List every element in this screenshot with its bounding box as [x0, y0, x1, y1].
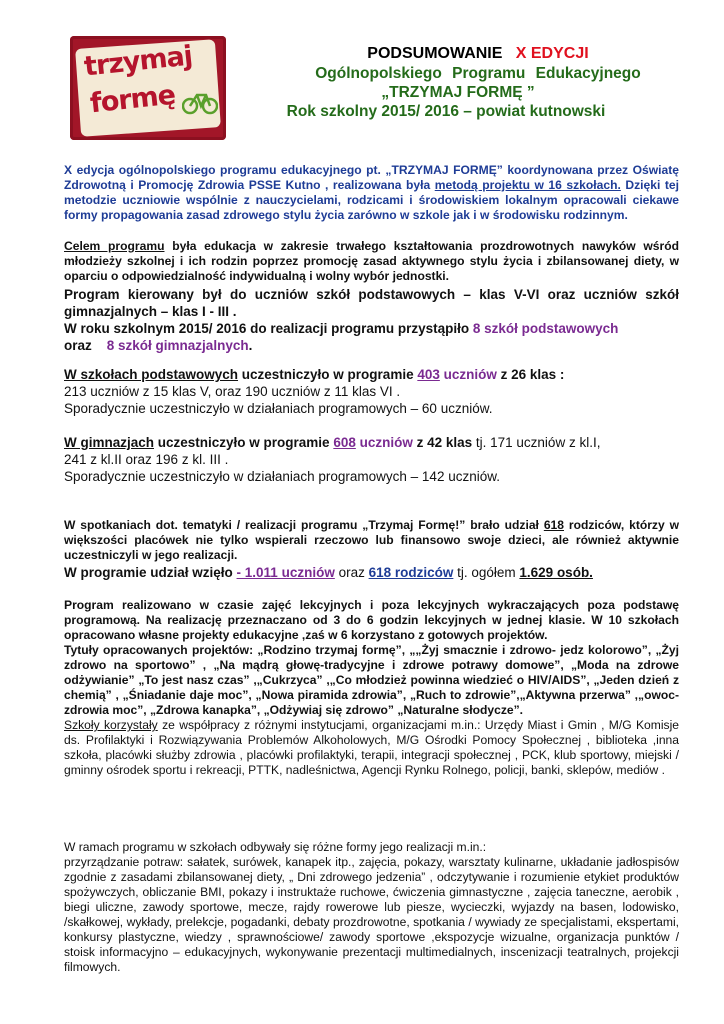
primary-students-word: uczniów: [439, 367, 497, 382]
middle-breakdown-2: 241 z kl.II oraz 196 z kl. III .: [64, 452, 229, 467]
parents-paragraph: [64, 518, 679, 563]
middle-schools-paragraph: [64, 434, 679, 485]
middle-label: W gimnazjach: [64, 435, 155, 450]
header-title: [238, 44, 718, 64]
forms-list: przyrządzanie potraw: sałatek, surówek, kanapek itp., zajęcia, pokazy, warsztaty kulinarne, układanie jadłospisów zgodnie z zasadami zbilansowanej diety, „ Dni zdrowego jedzenia” , odczytywanie i rozumienie etykiet produktów spożywczych, obliczanie BMI, pokazy i instruktaże ruchowe, ćwiczenia gimnastyczne , zajęcia taneczne, aerobik , biegi uliczne, zawody sportowe, mecze, rajdy rowerowe lub piesze, wycieczki, wyjazdy na basen, lodowisko, /skałkowej, wykłady, prelekcje, pogadanki, debaty prozdrowotne, spotkania / wywiady ze specjalistami, ekspertami, konkursy plastyczne, wiedzy , sprawnościowe/ zawody sportowe ,ekspozycje wizualne, organizacja punktów / stoisk informacyjno – edukacyjnych, wykonywanie prezentacji multimedialnych, inscenizacji teatralnych, projekcji filmowych.: [64, 855, 679, 974]
middle-breakdown-1: tj. 171 uczniów z kl.I,: [472, 435, 601, 450]
primary-text-2: uczestniczyło w programie: [238, 367, 418, 382]
header-school-year: Rok szkolny 2015/ 2016 – powiat kutnowski: [286, 103, 606, 120]
primary-breakdown: 213 uczniów z 15 klas V, oraz 190 uczniów z 11 klas VI .: [64, 384, 401, 399]
total-text-5: tj. ogółem: [453, 565, 520, 580]
middle-classes: z 42 klas: [412, 435, 473, 450]
header-program-name: „TRZYMAJ FORMĘ ”: [381, 84, 535, 101]
total-people: 1.629 osób.: [519, 565, 593, 580]
target-text-6: .: [248, 338, 253, 353]
realization-paragraph: [64, 598, 679, 778]
total-students: - 1.011 uczniów: [236, 565, 335, 580]
target-text-4: oraz: [64, 338, 92, 353]
primary-label: W szkołach podstawowych: [64, 367, 239, 382]
middle-schools-count: 8 szkół gimnazjalnych: [106, 338, 249, 353]
intro-text-1: X edycja ogólnopolskiego programu edukacyjnego pt. „TRZYMAJ FORMĘ” koordynowana przez Oświatę Zdrowotną i Promocję Zdrowia PSSE Kutno , realizowana była: [64, 163, 679, 192]
total-text-3: oraz: [334, 565, 369, 580]
goal-paragraph: [64, 239, 679, 284]
middle-sporadic: Sporadycznie uczestniczyło w działaniach programowych – 142 uczniów.: [64, 469, 500, 484]
primary-schools-count: 8 szkół podstawowych: [472, 321, 619, 336]
primary-classes: z 26 klas :: [496, 367, 565, 382]
primary-student-count: 403: [417, 367, 440, 382]
logo-text-line1: trzymaj: [82, 40, 194, 83]
forms-intro: W ramach programu w szkołach odbywały się różne formy jego realizacji m.in.:: [64, 840, 487, 854]
target-paragraph: [64, 286, 679, 354]
middle-students-word: uczniów: [355, 435, 413, 450]
intro-method-link: metodą projektu w 16 szkołach.: [434, 178, 621, 192]
goal-text: była edukacja w zakresie trwałego kształtowania prozdrowotnych nawyków wśród młodzieży szkolnej i ich rodzin poprzez promocję zasad aktywnego stylu życia i zbilansowanej diety, w oparciu o odpowiedzialność indywidualną i wolny wybór jednostki.: [64, 239, 679, 283]
cooperation-label: Szkoły korzystały: [64, 718, 158, 732]
document-header: [238, 44, 718, 122]
intro-paragraph: [64, 163, 679, 223]
header-program-line: Ogólnopolskiego Programu Edukacyjnego: [315, 65, 641, 82]
primary-sporadic: Sporadycznie uczestniczyło w działaniach programowych – 60 uczniów.: [64, 401, 493, 416]
target-text-2: W roku szkolnym 2015/ 2016 do realizacji programu przystąpiło: [64, 321, 473, 336]
project-titles: Tytuły opracowanych projektów: „Rodzino trzymaj formę”, „„Żyj smacznie i zdrowo- jedz kolorowo”, „Żyj zdrowo na sportowo” , „Na mądrą głowę-tradycyjne i zdrowe potrawy domowe”, „Moda na zdrowe odżywianie” „To jest nasz czas” ,„Cukrzyca” ,„Co młodzież powinna wiedzieć o HIV/AIDS”, „Jeden dzień z chemią” , „Śniadanie daje moc”, „Nowa piramida zdrowia”, „Ruch to zdrowie”,„Aktywna przerwa” ,„owoc- zdrowia moc”, „Zdrowa kanapka”, „Odżywiaj się zdrowo” „Naturalne słodycze”.: [64, 643, 679, 717]
parents-text-1: W spotkaniach dot. tematyki / realizacji programu „Trzymaj Formę!” brało udział: [64, 518, 544, 532]
header-title-main: PODSUMOWANIE: [367, 45, 503, 62]
realization-text: Program realizowano w czasie zajęć lekcyjnych i poza lekcyjnych wykraczających poza podstawę programową. Na realizację przeznaczano od 3 do 6 godzin lekcyjnych w jednej klasie. W 10 szkołach opracowano własne projekty edukacyjne ,zaś w 6 korzystano z gotowych projektów.: [64, 598, 679, 642]
total-parents: 618 rodziców: [368, 565, 454, 580]
middle-student-count: 608: [333, 435, 356, 450]
logo-text-line2: formę: [88, 79, 177, 120]
total-paragraph: [64, 564, 679, 581]
goal-label: Celem programu: [64, 239, 165, 253]
parents-count: 618: [543, 518, 564, 532]
forms-paragraph: [64, 840, 679, 975]
cooperation-text: ze współpracy z różnymi instytucjami, organizacjami m.in.: Urzędy Miast i Gmin , M/G Komisje ds. Profilaktyki i Rozwiązywania Problemów Alkoholowych, M/G Ośrodki Pomocy Społecznej , biblioteka ,inna szkoła, placówki służby zdrowia , placówki profilaktyki, terapii, integracji społecznej , PCK, klub sportowy, miejski / gminny ośrodek sportu i rekreacji, PTTK, nadleśnictwa, Agencji Rynku Rolnego, policji, banki, sklepów, mediów .: [64, 718, 679, 777]
primary-schools-paragraph: [64, 366, 679, 417]
header-title-edition: X EDYCJI: [515, 45, 589, 62]
intro-text-3: Dzięki tej metodzie uczniowie wspólnie z nauczycielami, rodzicami i środowiskiem lokalnym opracowali ciekawe formy propagowania zasad zdrowego stylu życia zarówno w szkole jak i w środowisku rodzinnym.: [64, 178, 679, 222]
total-text-1: W programie udział wzięło: [64, 565, 237, 580]
middle-text-2: uczestniczyło w programie: [154, 435, 334, 450]
target-text-1: Program kierowany był do uczniów szkół podstawowych – klas V-VI oraz uczniów szkół gimnazjalnych – klas I - III .: [64, 287, 679, 319]
parents-text-3: rodziców, którzy w większości placówek nie tylko wspierali rzeczowo lub finansowo swoje dzieci, ale również aktywnie uczestniczyli w jego realizacji.: [64, 518, 679, 562]
